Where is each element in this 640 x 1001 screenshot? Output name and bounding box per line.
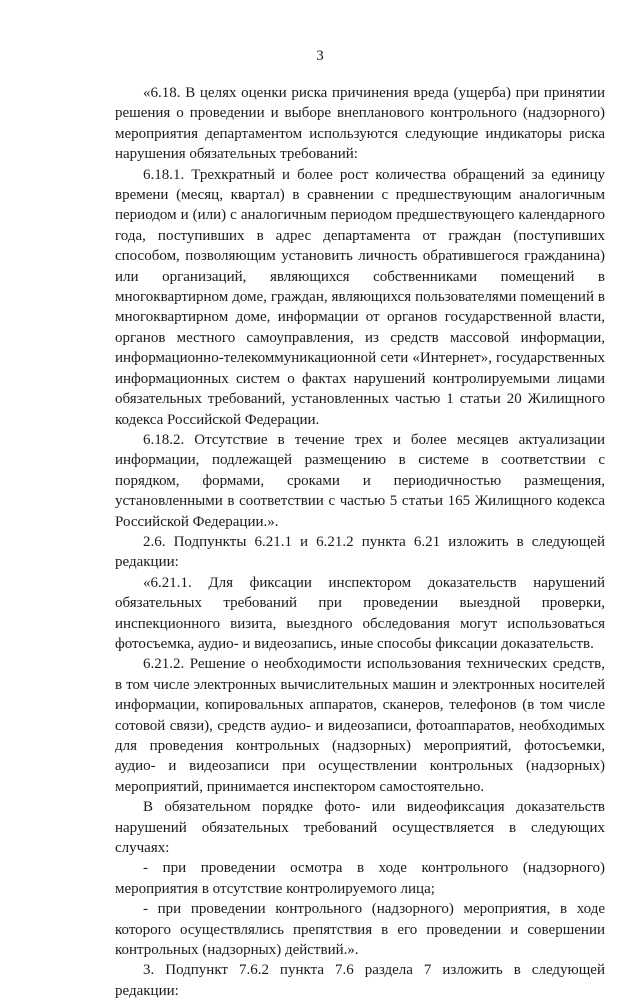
paragraph-mandatory-fixation: В обязательном порядке фото- или видеофиксация доказательств нарушений обязательных требований осуществляется в следующих случаях:: [115, 799, 605, 857]
paragraph-6-21-2: 6.21.2. Решение о необходимости использования технических средств, в том числе электронных вычислительных машин и электронных носителей информации, копировальных аппаратов, сканеров, телефонов (в том числе сотовой связи), средств аудио- и видеозаписи, фотоаппаратов, необходимых для проведения контрольных (надзорных) мероприятий, фотосъемки, аудио- и видеозаписи при осуществлении контрольных (надзорных) мероприятий, принимается инспектором самостоятельно.: [115, 656, 605, 795]
paragraph-6-18-1: 6.18.1. Трехкратный и более рост количества обращений за единицу времени (месяц, квартал) в сравнении с предшествующим аналогичным периодом и (или) с аналогичным периодом предшествующего календарного года, поступивших в адрес департамента от граждан (поступивших способом, позволяющим установить личность обратившегося гражданина) или организаций, являющихся собственниками помещений в многоквартирном доме, граждан, являющихся пользователями помещений в многоквартирном доме, информации от органов государственной власти, органов местного самоуправления, из средств массовой информации, информационно-телекоммуникационной сети «Интернет», государственных информационных систем о фактах нарушений контролируемыми лицами обязательных требований, установленных частью 1 статьи 20 Жилищного кодекса Российской Федерации.: [115, 166, 605, 428]
paragraph-6-18-2: 6.18.2. Отсутствие в течение трех и более месяцев актуализации информации, подлежащей размещению в системе в соответствии с порядком, формами, сроками и периодичностью размещения, установленными в соответствии с частью 5 статьи 165 Жилищного кодекса Российской Федерации.».: [115, 431, 605, 530]
list-item-inspection: - при проведении осмотра в ходе контрольного (надзорного) мероприятия в отсутствие контролируемого лица;: [115, 860, 605, 897]
paragraph-6-18: «6.18. В целях оценки риска причинения вреда (ущерба) при принятии решения о проведении и выборе внепланового контрольного (надзорного) мероприятия департаментом используются следующие индикаторы риска нарушения обязательных требований:: [115, 85, 605, 163]
paragraph-2-6: 2.6. Подпункты 6.21.1 и 6.21.2 пункта 6.21 изложить в следующей редакции:: [115, 533, 605, 571]
document-body: [115, 83, 605, 1001]
page-number: 3: [316, 48, 324, 64]
paragraph-3: 3. Подпункт 7.6.2 пункта 7.6 раздела 7 изложить в следующей редакции:: [115, 962, 605, 999]
paragraph-6-21-1: «6.21.1. Для фиксации инспектором доказательств нарушений обязательных требований при проведении выездной проверки, инспекционного визита, выездного обследования могут использоваться фотосъемка, аудио- и видеозапись, иные способы фиксации доказательств.: [115, 574, 605, 652]
list-item-obstruction: - при проведении контрольного (надзорного) мероприятия, в ходе которого осуществлялись препятствия в его проведении и совершении контрольных (надзорных) действий.».: [115, 901, 605, 959]
